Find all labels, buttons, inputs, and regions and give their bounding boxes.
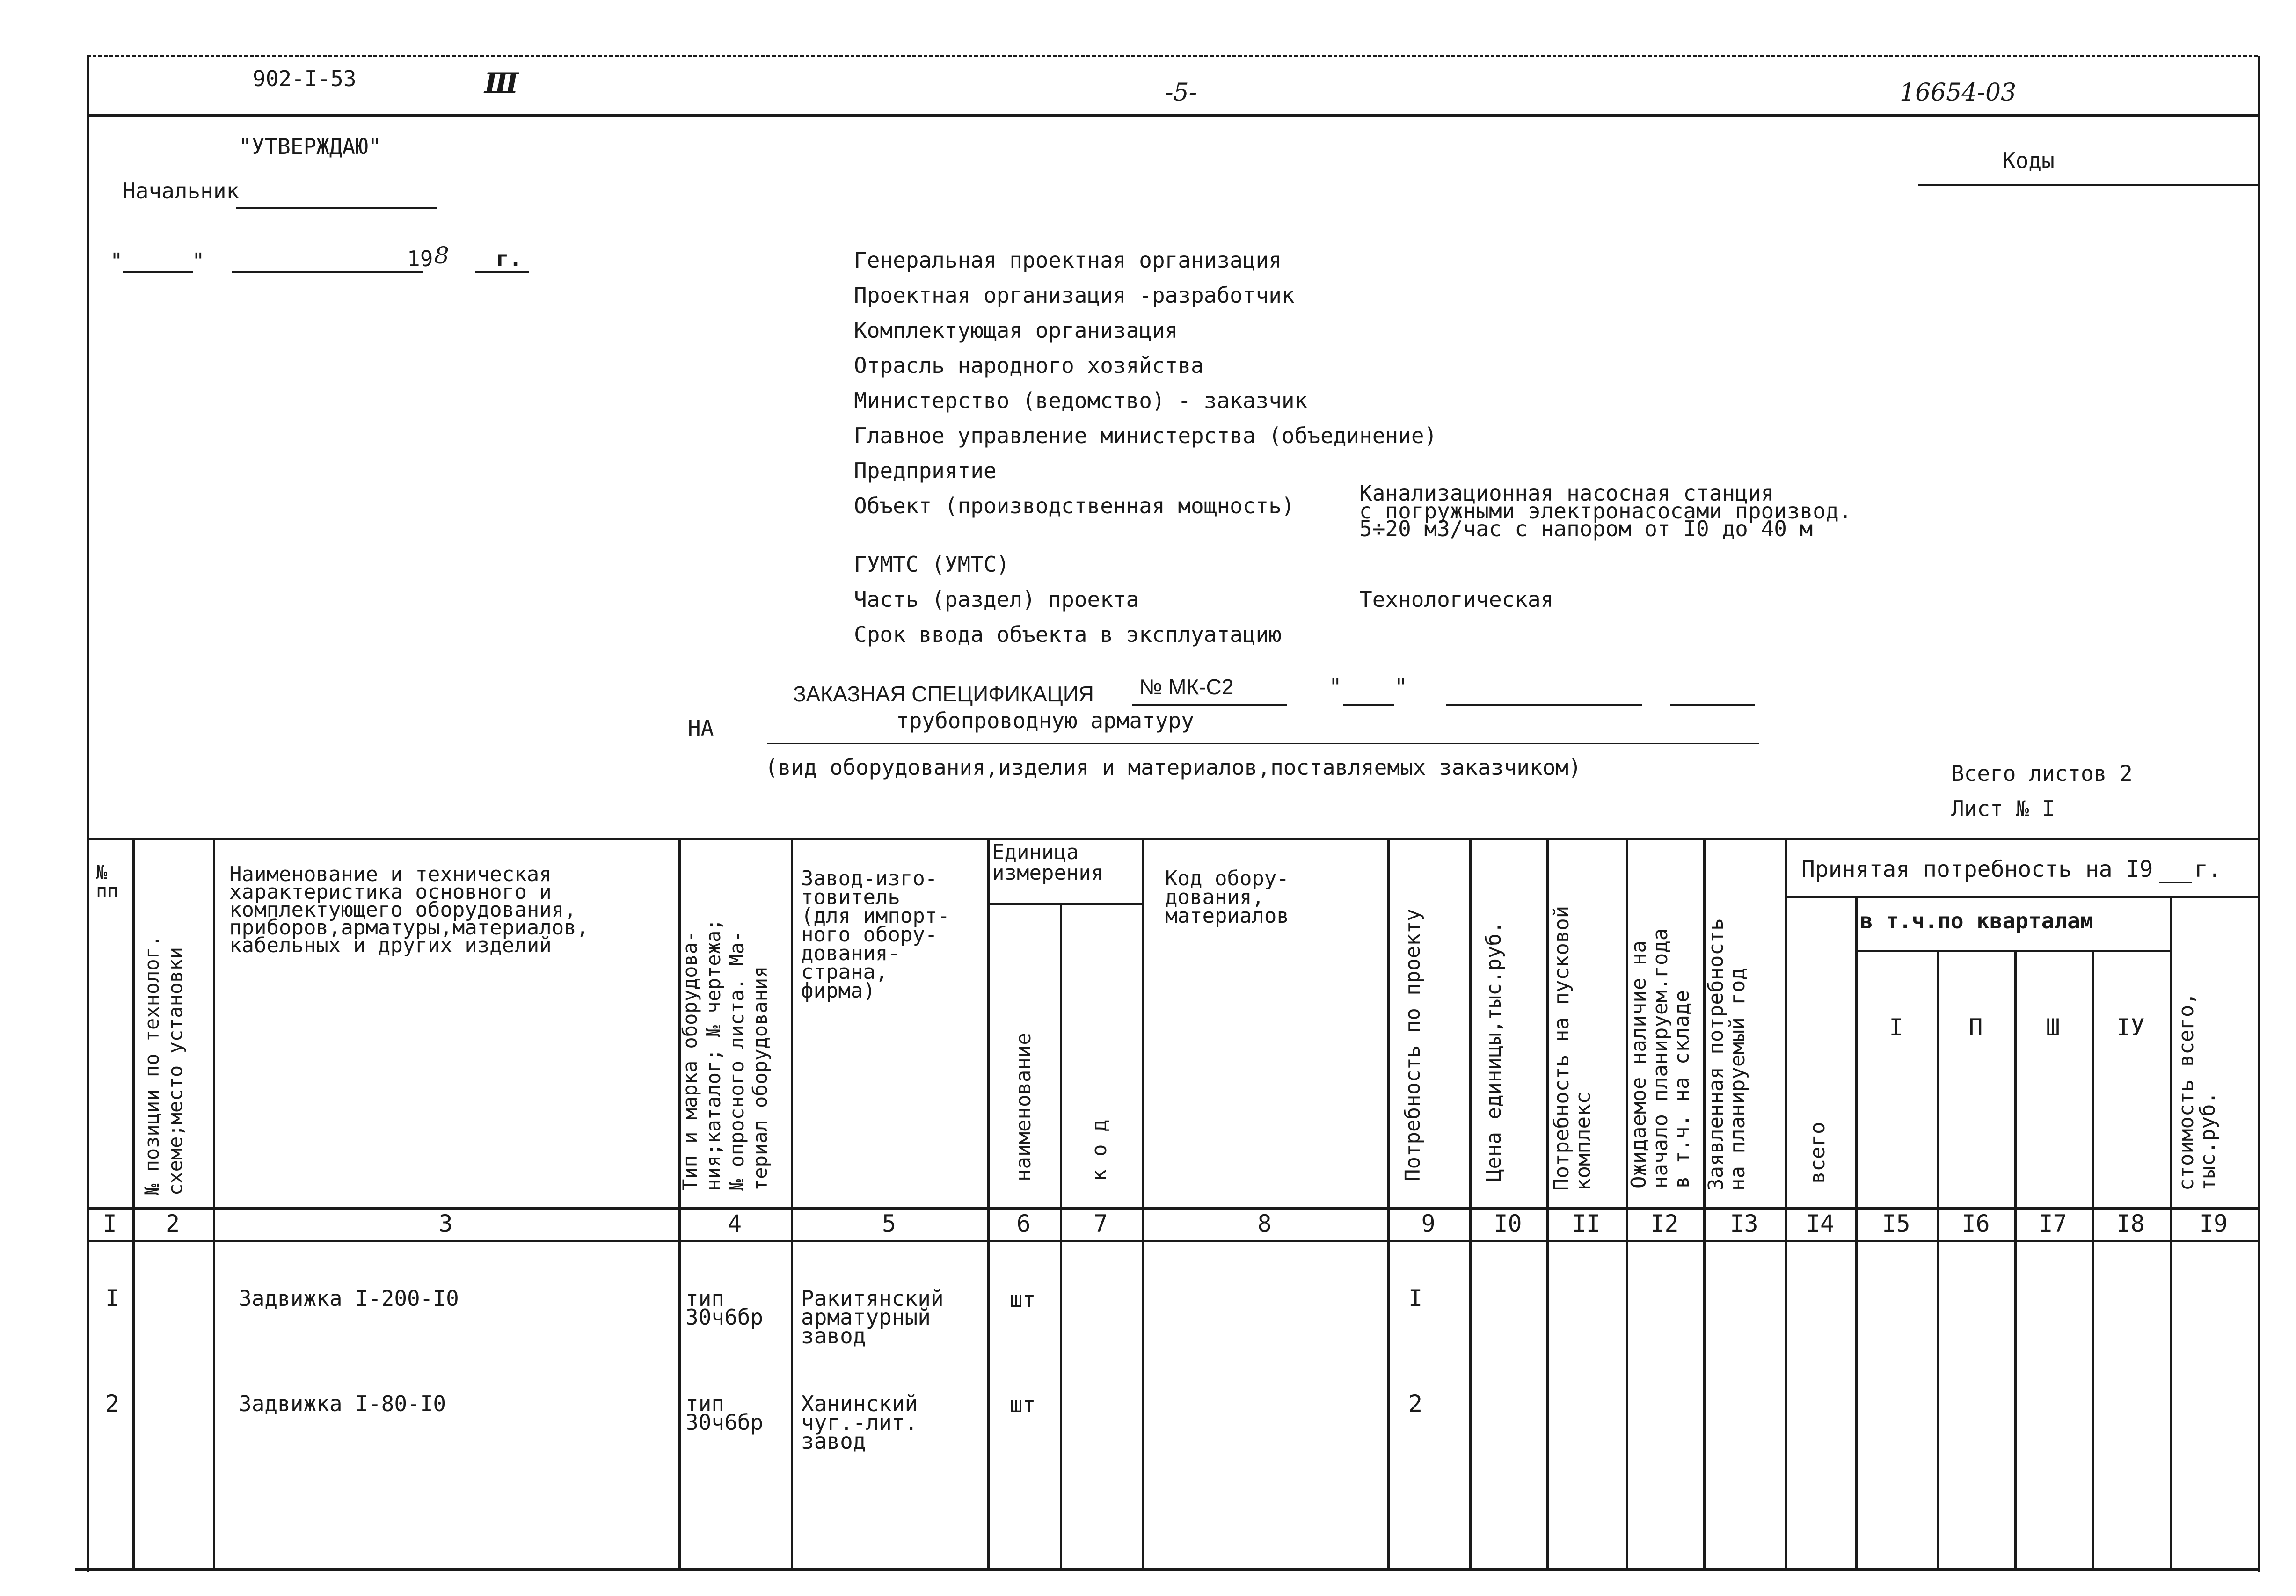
header-quarters: в т.ч.по кварталам [1860, 908, 2093, 933]
header-unit-code: к о д [1087, 1119, 1111, 1181]
spec-na: НА [688, 715, 714, 741]
header-quarter-4: IУ [2116, 1014, 2145, 1041]
header-expected-stock: Ожидаемое наличие на начало планируем.года в т.ч. на складе [1627, 928, 1694, 1188]
field-design-org: Проектная организация -разработчик [854, 283, 1295, 308]
approve-stamp: "УТВЕРЖДАЮ" [239, 134, 381, 159]
header-row-number: № пп [96, 862, 119, 902]
codes-column-rule [1918, 184, 2258, 186]
header-position: № позиции по технолог. схеме;место установки [140, 935, 187, 1195]
unit-subheader-rule [987, 903, 1142, 905]
frame-left-border [87, 56, 89, 1572]
header-total: всего [1806, 1122, 1830, 1184]
field-commissioning-date: Срок ввода объекта в эксплуатацию [854, 622, 1282, 647]
spec-subject: трубопроводную арматуру [896, 708, 1194, 733]
header-total-cost: стоимость всего, тыс.руб. [2174, 992, 2220, 1191]
field-object: Объект (производственная мощность) [854, 493, 1295, 518]
column-number: 3 [438, 1210, 453, 1237]
spec-number-line [1132, 704, 1287, 706]
item-unit: шт [1010, 1392, 1036, 1417]
header-quarter-1: I [1889, 1014, 1903, 1041]
sheet-code: 16654-03 [1900, 79, 2017, 107]
column-number: I3 [1730, 1210, 1758, 1237]
column-number: I5 [1882, 1210, 1910, 1237]
header-accepted-year-line [2159, 882, 2192, 883]
header-unit-name: наименование [1012, 1033, 1035, 1181]
header-project-need: Потребность по проекту [1401, 909, 1425, 1181]
col-rule-5 [987, 838, 990, 1570]
object-value-line-3: 5÷20 м3/час с напором от I0 до 40 м [1359, 516, 1813, 541]
header-equipment-code: Код обору- дования, материалов [1165, 867, 1289, 928]
item-unit: шт [1010, 1287, 1036, 1312]
date-year-line [475, 271, 529, 273]
date-quote-close: " [192, 248, 205, 274]
header-manufacturer: Завод-изго- товитель (для импорт- ного обору- дования- страна, фирма) [801, 867, 950, 1003]
column-numbers-top-rule [87, 1207, 2258, 1210]
spec-subject-line [767, 743, 1759, 744]
col-rule-8 [1387, 838, 1390, 1570]
field-project-part: Часть (раздел) проекта [854, 587, 1139, 612]
object-value-line-2: с погружными электронасосами производ. [1359, 498, 1852, 524]
header-accepted-need: Принятая потребность на I9 [1801, 856, 2153, 882]
chief-signature-line [236, 207, 437, 209]
item-type: тип 30ч6бр [685, 1391, 764, 1435]
field-industry: Отрасль народного хозяйства [854, 353, 1204, 378]
col-rule-16 [2014, 950, 2017, 1570]
item-name: Задвижка I-200-I0 [239, 1286, 459, 1311]
date-month-line [232, 271, 423, 273]
field-main-directorate: Главное управление министерства (объединение) [854, 423, 1437, 448]
object-value-line-1: Канализационная насосная станция [1359, 481, 1774, 506]
column-number: I6 [1961, 1210, 1990, 1237]
date-year-suffix: г. [496, 246, 522, 271]
top-dashed-rule [87, 55, 2258, 57]
header-accepted-year-suffix: г. [2194, 856, 2222, 882]
column-number: I0 [1494, 1210, 1522, 1237]
field-ministry: Министерство (ведомство) - заказчик [854, 388, 1308, 413]
date-quote-open: " [110, 248, 123, 274]
column-number: I8 [2116, 1210, 2145, 1237]
column-number: 5 [882, 1210, 897, 1237]
column-number: I [102, 1210, 117, 1237]
col-rule-1 [132, 838, 135, 1570]
col-rule-4 [791, 838, 793, 1570]
header-name: Наименование и техническая характеристика основного и комплектующего оборудования, приборов,арматуры,материалов, кабельных и других изделий [229, 862, 589, 957]
header-declared-need: Заявленная потребность на планируемый год [1704, 918, 1749, 1191]
spec-quote-open: " [1329, 674, 1342, 700]
spec-year-line [1670, 704, 1755, 706]
header-quarter-2: П [1968, 1014, 1983, 1041]
album-mark: Ⅲ [484, 67, 519, 100]
item-manufacturer: Ханинский чуг.-лит. завод [801, 1391, 918, 1454]
doc-code: 902-I-53 [253, 66, 357, 91]
header-type: Тип и марка оборудова- ния;каталог; № чертежа; № опросного листа. Ма- териал оборудования [678, 918, 772, 1191]
spec-title: ЗАКАЗНАЯ СПЕЦИФИКАЦИЯ [793, 682, 1094, 706]
column-number: 7 [1093, 1210, 1108, 1237]
item-name: Задвижка I-80-I0 [239, 1391, 446, 1416]
item-type: тип 30ч6бр [685, 1286, 764, 1330]
item-quantity: I [1408, 1285, 1423, 1312]
frame-right-border [2258, 56, 2260, 1572]
header-startup-need: Потребность на пусковой комплекс [1550, 905, 1595, 1191]
column-number: 4 [727, 1210, 742, 1237]
column-number: 8 [1257, 1210, 1272, 1237]
column-number: 9 [1421, 1210, 1436, 1237]
item-quantity: 2 [1408, 1390, 1423, 1417]
spec-caption: (вид оборудования,изделия и материалов,поставляемых заказчиком) [765, 755, 1582, 780]
current-sheet: Лист № I [1951, 796, 2055, 821]
field-general-org: Генеральная проектная организация [854, 248, 1282, 273]
date-year: 19 [407, 246, 433, 271]
spec-number: № МК-С2 [1139, 675, 1234, 699]
col-rule-13 [1785, 838, 1787, 1570]
table-top-rule [87, 838, 2258, 840]
page-number: -5- [1165, 79, 1197, 107]
column-numbers-bottom-rule [87, 1240, 2258, 1242]
project-part-value: Технологическая [1359, 587, 1554, 612]
date-year-handwritten: 8 [434, 242, 449, 269]
date-day-line [123, 271, 193, 273]
frame-bottom-border [75, 1568, 2260, 1571]
column-number: I9 [2199, 1210, 2228, 1237]
header-unit-price: Цена единицы,тыс.руб. [1482, 921, 1506, 1181]
column-number: I7 [2039, 1210, 2067, 1237]
field-enterprise: Предприятие [854, 458, 997, 483]
header-quarter-3: Ш [2046, 1014, 2060, 1041]
spec-month-line [1446, 704, 1642, 706]
item-manufacturer: Ракитянский арматурный завод [801, 1286, 944, 1348]
column-number: 6 [1016, 1210, 1031, 1237]
total-sheets: Всего листов 2 [1951, 761, 2133, 786]
quarters-subheader-rule [1855, 950, 2170, 952]
column-number: II [1572, 1210, 1601, 1237]
field-gumts: ГУМТС (УМТС) [854, 552, 1010, 577]
spec-day-line [1343, 704, 1394, 706]
chief-label: Начальник [123, 178, 240, 204]
col-rule-15 [1937, 950, 1939, 1570]
col-rule-7 [1142, 838, 1144, 1570]
column-number: 2 [165, 1210, 180, 1237]
header-unit: Единица измерения [992, 840, 1104, 885]
row-number: I [105, 1285, 120, 1312]
col-rule-2 [213, 838, 215, 1570]
spec-quote-close: " [1394, 674, 1407, 700]
column-number: I2 [1650, 1210, 1679, 1237]
row-number: 2 [105, 1390, 120, 1417]
column-number: I4 [1806, 1210, 1835, 1237]
field-supply-org: Комплектующая организация [854, 318, 1178, 343]
col-rule-10 [1546, 838, 1549, 1570]
col-rule-17 [2092, 950, 2094, 1570]
col-rule-9 [1469, 838, 1472, 1570]
codes-label: Коды [2003, 148, 2055, 173]
header-top-rule [87, 114, 2258, 117]
